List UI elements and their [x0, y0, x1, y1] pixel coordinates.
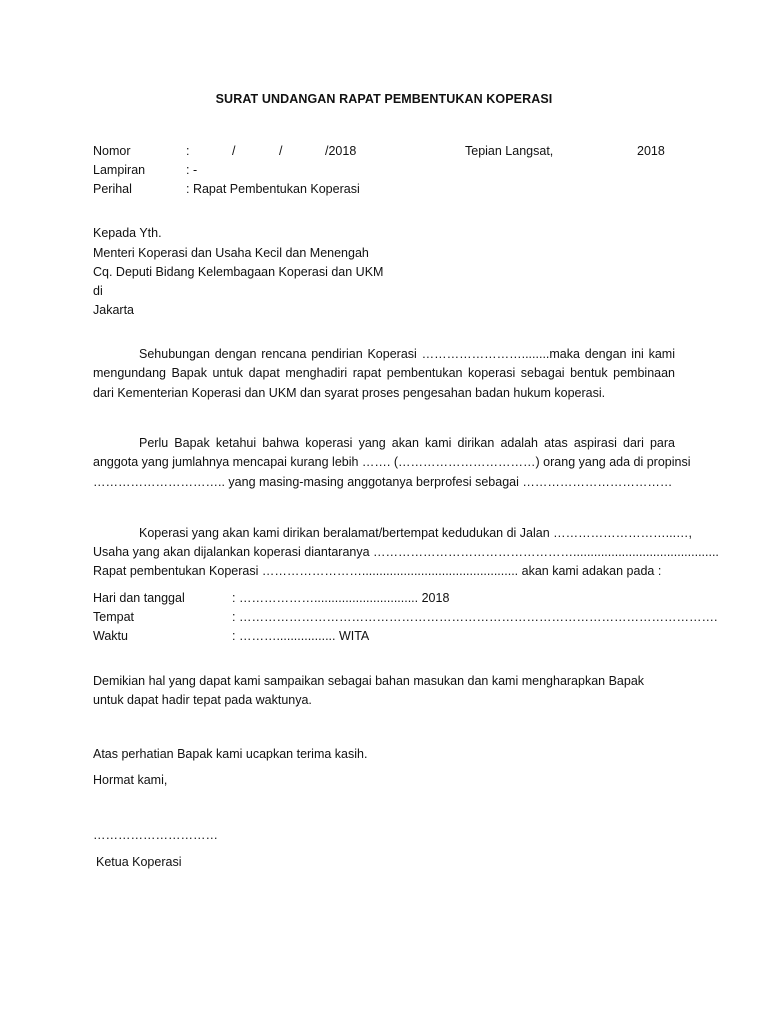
closing-line-1: Demikian hal yang dapat kami sampaikan sebagai bahan masukan dan kami mengharapkan Bapak — [93, 674, 645, 688]
signatory-title: Ketua Koperasi — [96, 855, 182, 869]
paragraph-3-line-1: Koperasi yang akan kami dirikan beralamat/bertempat kedudukan di Jalan ………………………...…, — [139, 526, 693, 540]
paragraph-1-line-1: Sehubungan dengan rencana pendirian Koperasi ……………………........maka dengan ini kami — [139, 347, 675, 361]
perihal-value: : Rapat Pembentukan Koperasi — [186, 182, 360, 196]
schedule-day-value: : ……………….............................. 2018 — [232, 591, 450, 605]
nomor-colon: : — [186, 144, 190, 158]
schedule-place-value: : ……………………………………………………………………………………………………. — [232, 610, 718, 624]
schedule-time-label: Waktu — [93, 629, 128, 643]
paragraph-3-line-2: Usaha yang akan dijalankan koperasi diantaranya ………………………………………….......................................... — [93, 545, 719, 559]
schedule-time-value: : ………................. WITA — [232, 629, 370, 643]
schedule-day-label: Hari dan tanggal — [93, 591, 185, 605]
closing-line-2: untuk dapat hadir tepat pada waktunya. — [93, 693, 312, 707]
paragraph-2 — [93, 434, 691, 492]
nomor-slash-2: / — [279, 144, 283, 158]
perihal-label: Perihal — [93, 182, 132, 196]
paragraph-2-line-1: Perlu Bapak ketahui bahwa koperasi yang akan kami dirikan adalah atas aspirasi dari para — [139, 436, 675, 450]
recipient-line-3: Cq. Deputi Bidang Kelembagaan Koperasi dan UKM — [93, 265, 384, 279]
date-year: 2018 — [637, 144, 665, 158]
paragraph-1-line-2: mengundang Bapak untuk dapat menghadiri rapat pembentukan koperasi sebagai bentuk pembinaan — [93, 366, 675, 381]
letter-title: SURAT UNDANGAN RAPAT PEMBENTUKAN KOPERASI — [215, 92, 553, 106]
thanks-line: Atas perhatian Bapak kami ucapkan terima kasih. — [93, 747, 368, 761]
recipient-line-1: Kepada Yth. — [93, 226, 162, 240]
nomor-slash-1: / — [232, 144, 236, 158]
nomor-year: /2018 — [325, 144, 357, 158]
recipient-line-4: di — [93, 284, 103, 298]
lampiran-value: : - — [186, 163, 198, 177]
paragraph-2-line-3: ………………………….. yang masing-masing anggotanya berprofesi sebagai ……………………………… — [93, 474, 673, 489]
recipient-line-5: Jakarta — [93, 303, 134, 317]
paragraph-3-line-3: Rapat pembentukan Koperasi ……………………............................................. akan kami adakan pada : — [93, 564, 662, 578]
greeting: Hormat kami, — [93, 773, 168, 787]
nomor-label: Nomor — [93, 144, 131, 158]
paragraph-2-line-2: anggota yang jumlahnya mencapai kurang lebih ……. (……………………………) orang yang ada di propinsi — [93, 455, 691, 470]
place-date: Tepian Langsat, — [465, 144, 554, 158]
signature-placeholder: ………………………… — [93, 828, 218, 842]
schedule-place-label: Tempat — [93, 610, 134, 624]
lampiran-label: Lampiran — [93, 163, 146, 177]
recipient-line-2: Menteri Koperasi dan Usaha Kecil dan Menengah — [93, 246, 369, 260]
paragraph-1-line-3: dari Kementerian Koperasi dan UKM dan syarat proses pengesahan badan hukum koperasi. — [93, 385, 606, 400]
paragraph-1 — [93, 345, 675, 403]
